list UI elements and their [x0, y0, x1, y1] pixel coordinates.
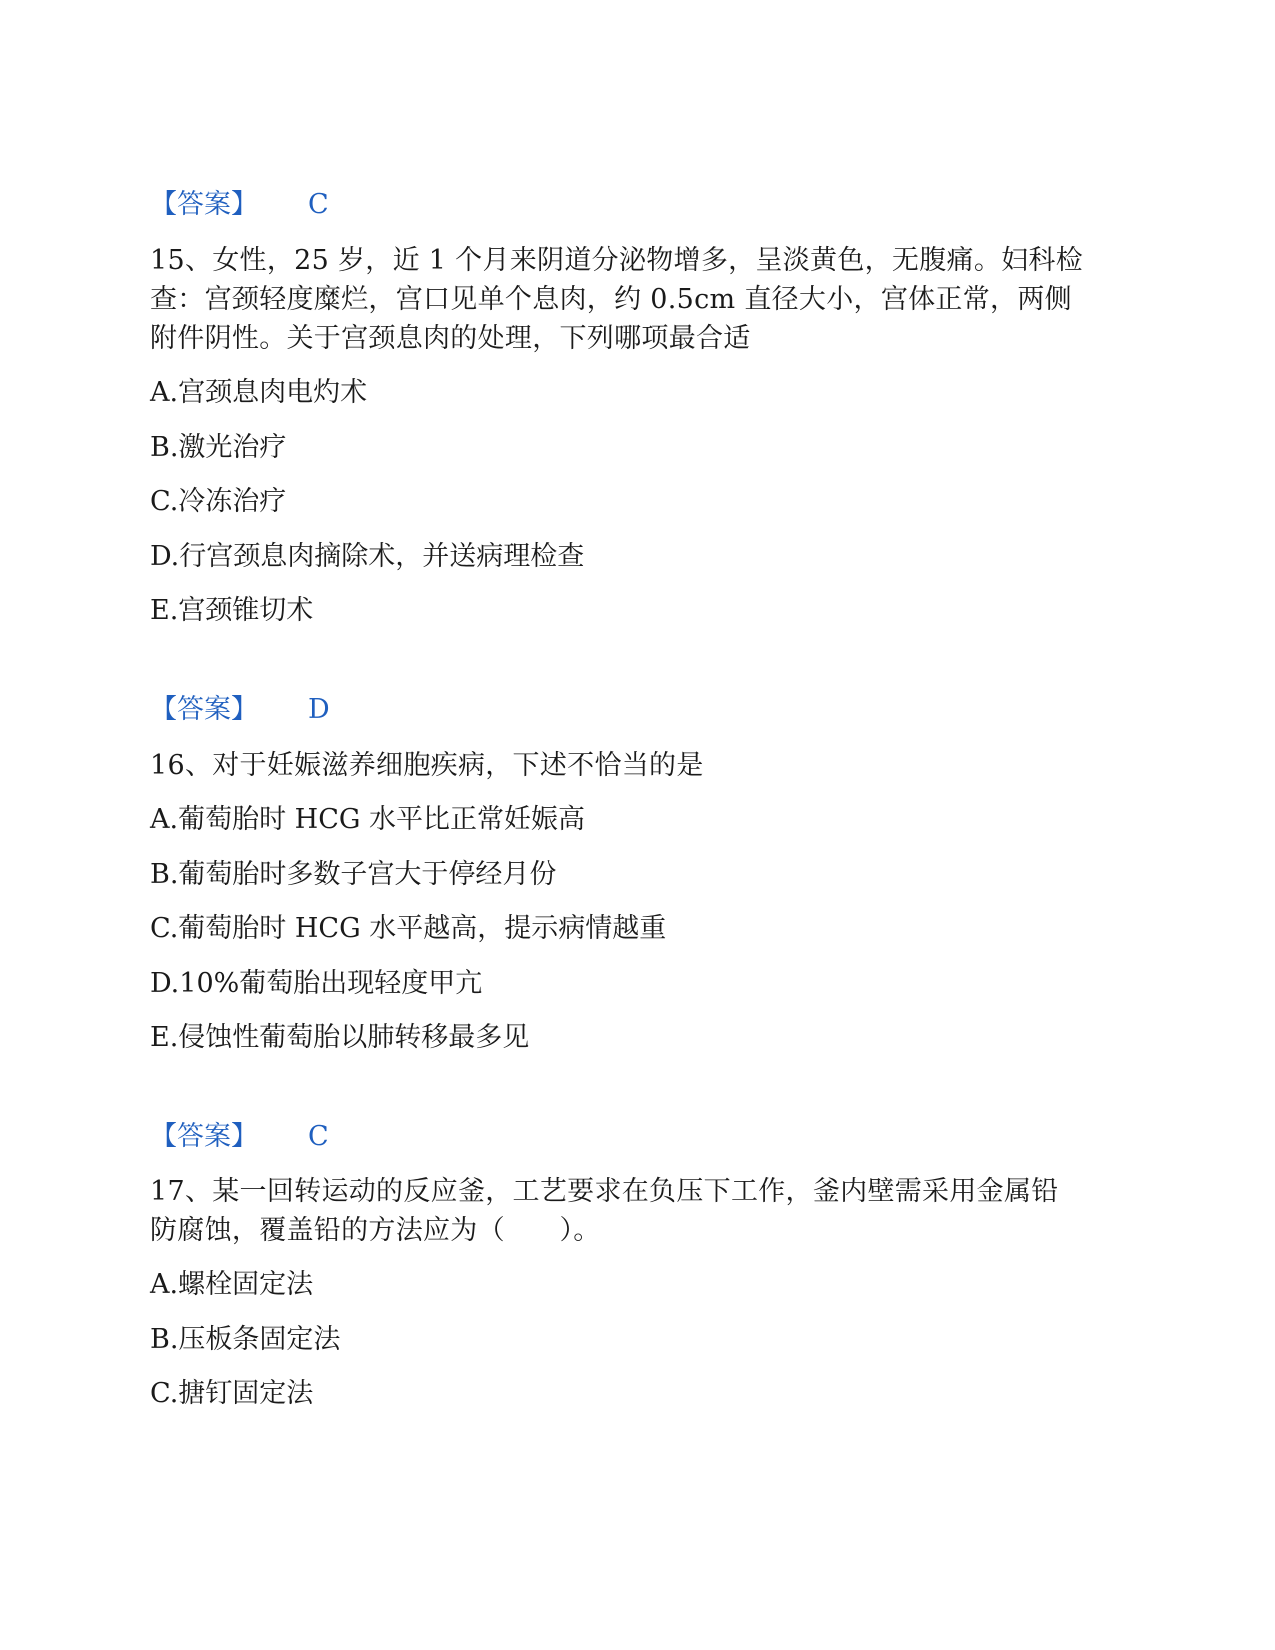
option-d: D.行宫颈息肉摘除术，并送病理检查 — [150, 541, 585, 572]
option-c: C.葡萄胎时 HCG 水平越高，提示病情越重 — [150, 913, 667, 944]
option-a: A.螺栓固定法 — [150, 1269, 314, 1300]
question-text-line: 查：宫颈轻度糜烂，宫口见单个息肉，约 0.5cm 直径大小，宫体正常，两侧 — [150, 284, 1072, 315]
question-text-line: 16、对于妊娠滋养细胞疾病，下述不恰当的是 — [150, 750, 704, 781]
option-b: B.葡萄胎时多数子宫大于停经月份 — [150, 859, 557, 890]
answer-value: C — [308, 1121, 329, 1152]
question-text-line: 15、女性，25 岁，近 1 个月来阴道分泌物增多，呈淡黄色，无腹痛。妇科检 — [150, 245, 1084, 276]
question-text-line: 防腐蚀，覆盖铅的方法应为（ ）。 — [150, 1215, 601, 1246]
option-b: B.激光治疗 — [150, 432, 287, 463]
option-a: A.宫颈息肉电灼术 — [150, 377, 368, 408]
option-e: E.侵蚀性葡萄胎以肺转移最多见 — [150, 1022, 530, 1053]
answer-line — [150, 1117, 329, 1157]
answer-label: 【答案】 — [150, 1121, 258, 1152]
answer-line — [150, 690, 330, 730]
answer-value: D — [308, 694, 330, 725]
option-c: C.冷冻治疗 — [150, 486, 287, 517]
option-b: B.压板条固定法 — [150, 1324, 341, 1355]
answer-label: 【答案】 — [150, 189, 258, 220]
question-text-line: 附件阴性。关于宫颈息肉的处理，下列哪项最合适 — [150, 323, 751, 354]
option-e: E.宫颈锥切术 — [150, 595, 314, 626]
question-text-line: 17、某一回转运动的反应釜，工艺要求在负压下工作，釜内壁需采用金属铅 — [150, 1176, 1059, 1207]
option-a: A.葡萄胎时 HCG 水平比正常妊娠高 — [150, 804, 586, 835]
option-c: C.搪钉固定法 — [150, 1378, 314, 1409]
answer-label: 【答案】 — [150, 694, 258, 725]
answer-line — [150, 185, 329, 225]
answer-value: C — [308, 189, 329, 220]
option-d: D.10%葡萄胎出现轻度甲亢 — [150, 968, 483, 999]
